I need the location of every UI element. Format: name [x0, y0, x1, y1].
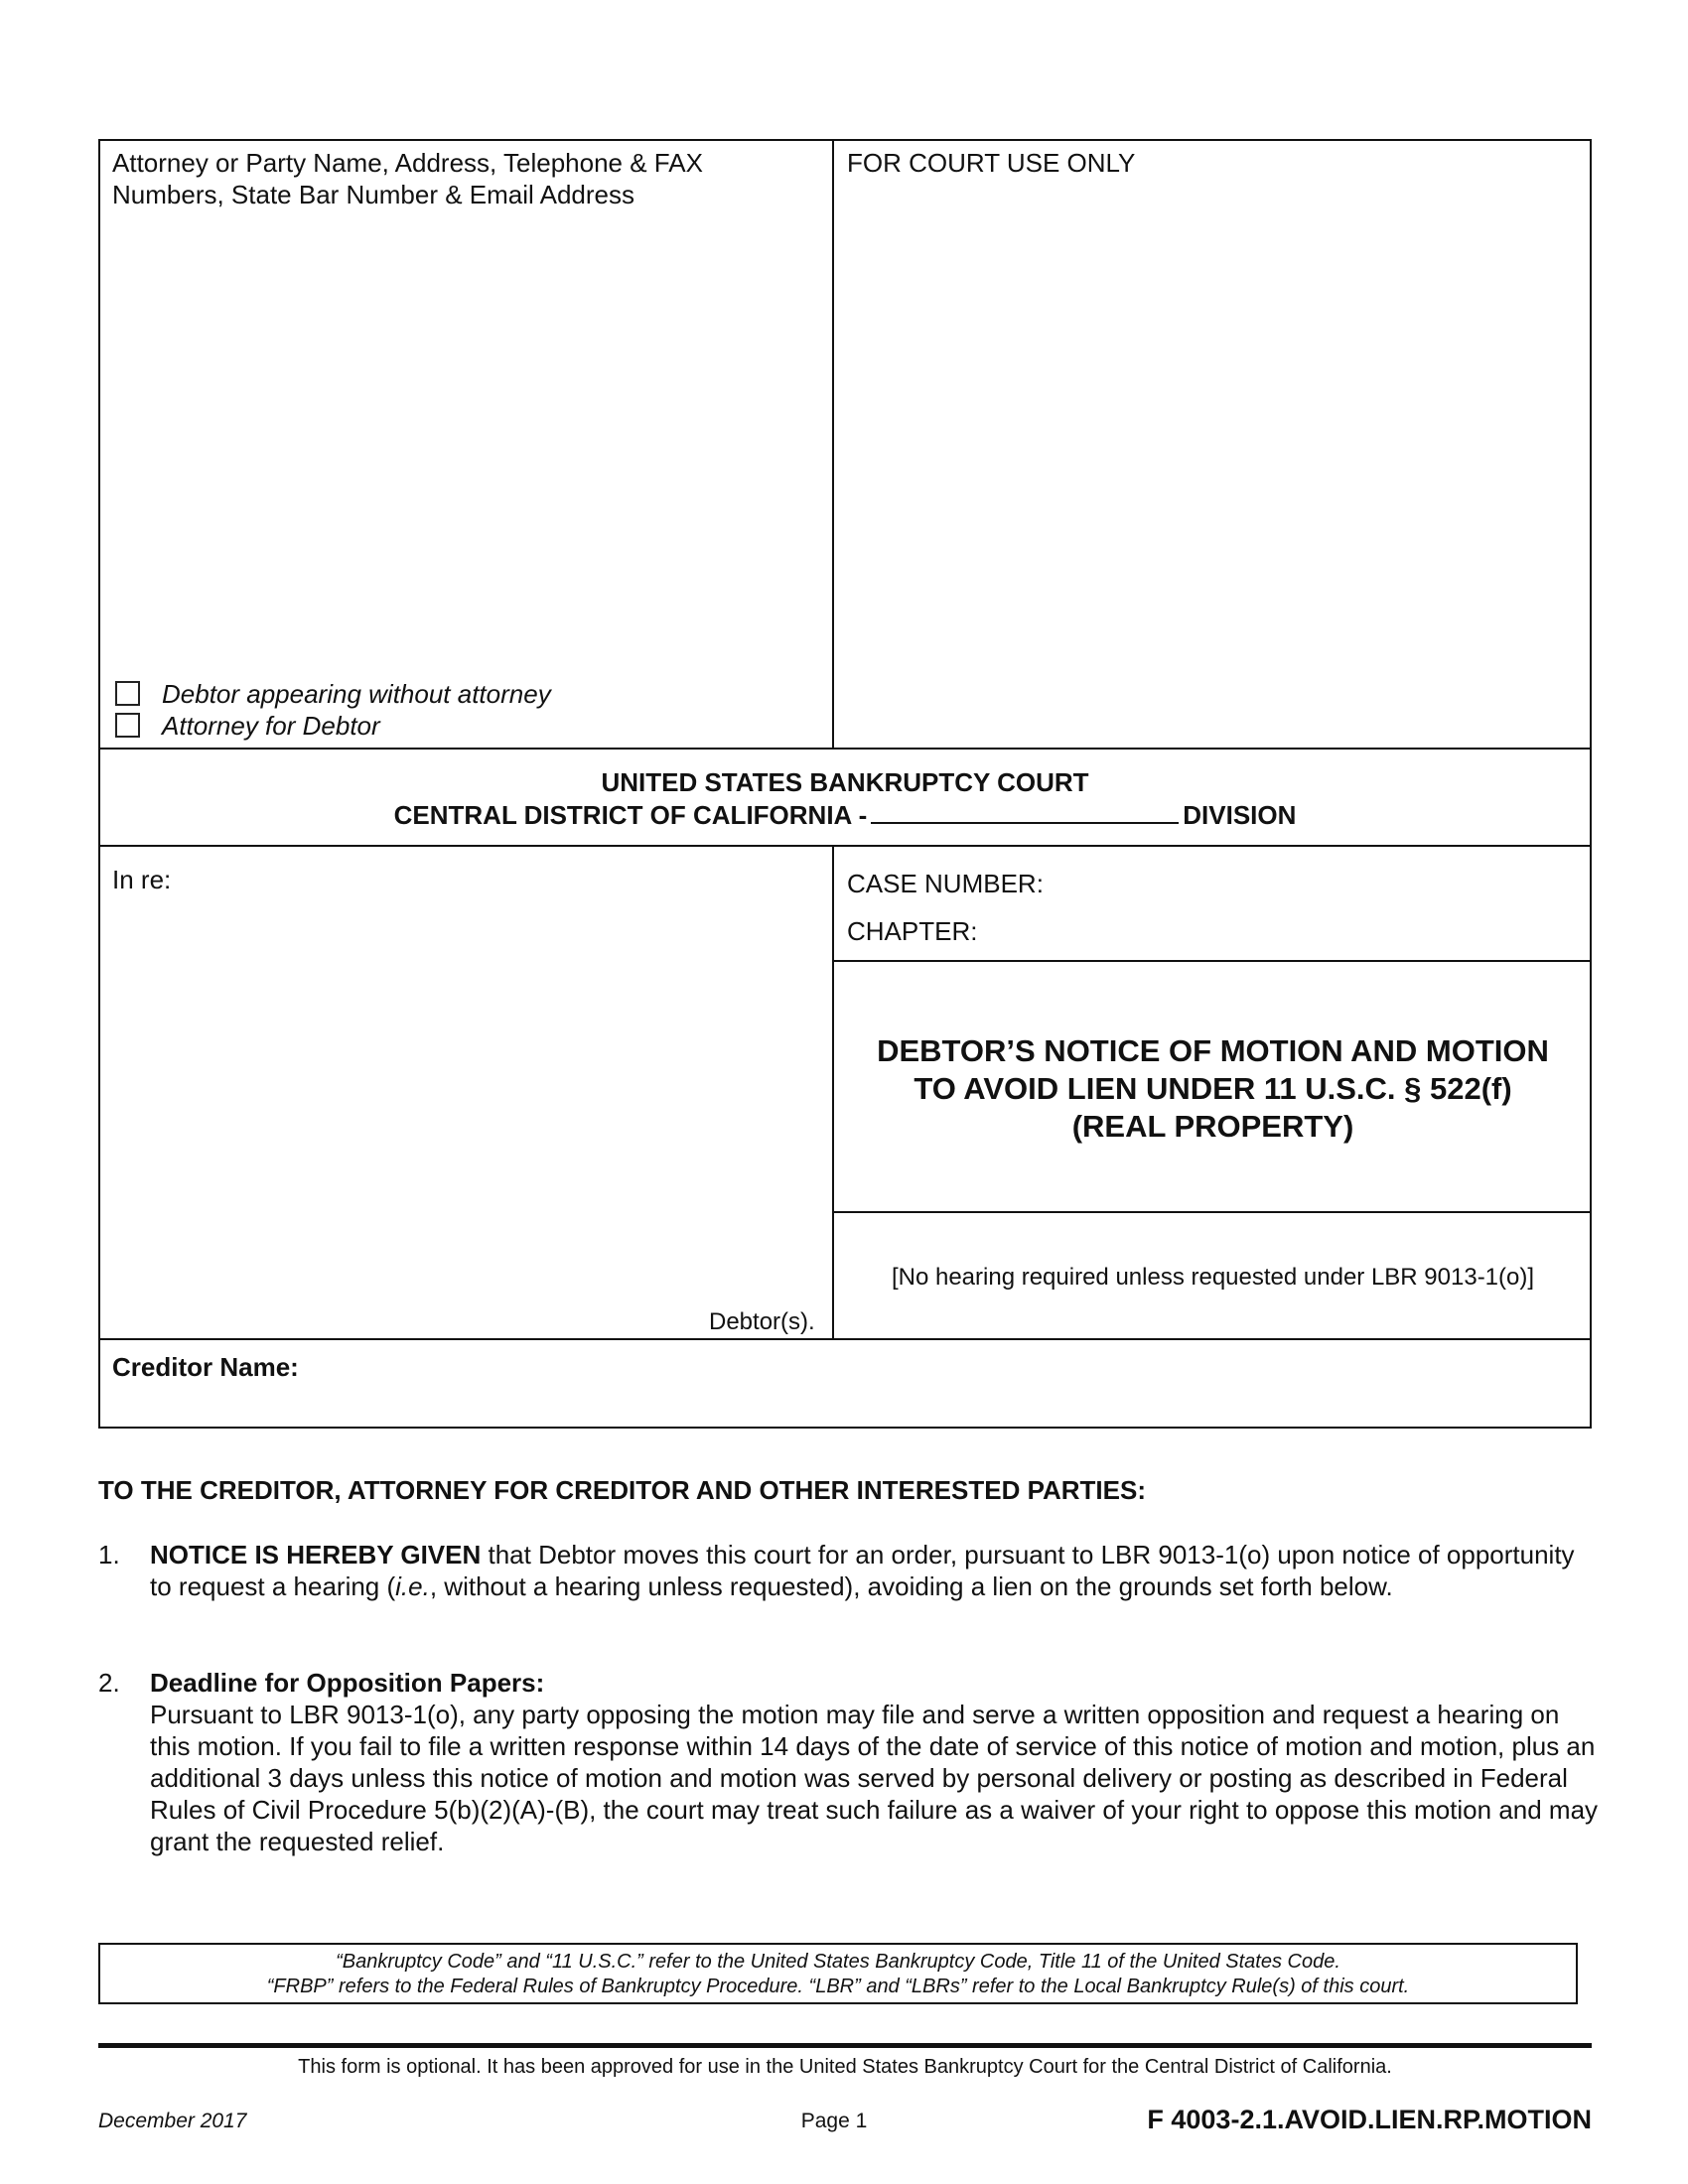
parties-heading: TO THE CREDITOR, ATTORNEY FOR CREDITOR AND OTHER INTERESTED PARTIES:: [98, 1475, 1146, 1505]
footer-rule: [98, 2043, 1592, 2048]
divider-chapter-bottom: [832, 960, 1592, 962]
attorney-label-line-2: Numbers, State Bar Number & Email Address: [112, 180, 634, 209]
creditor-name-label: Creditor Name:: [112, 1352, 299, 1382]
district-prefix: CENTRAL DISTRICT OF CALIFORNIA -: [393, 800, 868, 830]
definitions-line-1: “Bankruptcy Code” and “11 U.S.C.” refer to the United States Bankruptcy Code, Title 11 of the United States Code.: [336, 1951, 1340, 1973]
item-1-text-a: that Debtor moves this court for an order, pursuant to LBR 9013-1(o) upon notice of opportunity to request a hearing (: [150, 1540, 1575, 1601]
debtor-without-attorney-label: Debtor appearing without attorney: [162, 679, 551, 709]
debtor-without-attorney-checkbox[interactable]: [115, 681, 140, 706]
definitions-line-2: “FRBP” refers to the Federal Rules of Bankruptcy Procedure. “LBR” and “LBRs” refer to the Local Bankruptcy Rule(s) of this court.: [266, 1976, 1410, 1997]
district-line: [98, 798, 1592, 831]
divider-attorney-bottom: [98, 748, 1592, 750]
item-2-number: 2.: [98, 1668, 120, 1698]
chapter-label: CHAPTER:: [847, 916, 978, 946]
divider-debtor-bottom: [98, 1338, 1592, 1340]
court-name: UNITED STATES BANKRUPTCY COURT: [601, 767, 1089, 797]
title-line-3: (REAL PROPERTY): [1071, 1109, 1354, 1144]
attorney-for-debtor-label: Attorney for Debtor: [162, 711, 380, 741]
item-2-text: [150, 1667, 1600, 1857]
item-1-bold: NOTICE IS HEREBY GIVEN: [150, 1540, 482, 1570]
item-2-heading: Deadline for Opposition Papers:: [150, 1668, 545, 1698]
hearing-note: [No hearing required unless requested under LBR 9013-1(o)]: [891, 1264, 1535, 1291]
footer-page-number: Page 1: [800, 2110, 868, 2132]
item-1-text-b: , without a hearing unless requested), avoiding a lien on the grounds set forth below.: [429, 1571, 1393, 1601]
title-line-1: DEBTOR’S NOTICE OF MOTION AND MOTION: [877, 1033, 1549, 1068]
footer-form-id: F 4003-2.1.AVOID.LIEN.RP.MOTION: [1147, 2105, 1592, 2134]
division-blank[interactable]: [871, 798, 1179, 824]
attorney-label-line-1: Attorney or Party Name, Address, Telephone & FAX: [112, 148, 703, 178]
district-suffix: DIVISION: [1183, 800, 1297, 830]
item-1-text: [150, 1539, 1590, 1602]
optional-note: This form is optional. It has been approved for use in the United States Bankruptcy Court for the Central District of California.: [298, 2056, 1392, 2078]
case-number-label: CASE NUMBER:: [847, 869, 1044, 898]
debtors-label: Debtor(s).: [709, 1308, 815, 1335]
definitions-box: [98, 1943, 1578, 2004]
attorney-for-debtor-checkbox[interactable]: [115, 713, 140, 738]
item-1-number: 1.: [98, 1540, 120, 1570]
court-use-only-label: FOR COURT USE ONLY: [847, 148, 1136, 178]
item-2-paragraph: Pursuant to LBR 9013-1(o), any party opposing the motion may file and serve a written opposition and request a hearing on this motion. If you fail to file a written response within 14 days of the date of service of this notice of motion and motion, plus an additional 3 days unless this notice of motion and motion was served by personal delivery or posting as described in Federal Rules of Civil Procedure 5(b)(2)(A)-(B), the court may treat such failure as a waiver of your right to oppose this motion and may grant the requested relief.: [150, 1700, 1599, 1856]
divider-court-bottom: [98, 845, 1592, 847]
title-line-2: TO AVOID LIEN UNDER 11 U.S.C. § 522(f): [914, 1071, 1512, 1106]
in-re-label: In re:: [112, 865, 172, 894]
divider-title-bottom: [832, 1211, 1592, 1213]
document-title: [834, 1032, 1592, 1146]
footer-date: December 2017: [98, 2110, 247, 2132]
item-1-italic: i.e.: [395, 1571, 430, 1601]
divider-top-vertical: [832, 139, 834, 749]
